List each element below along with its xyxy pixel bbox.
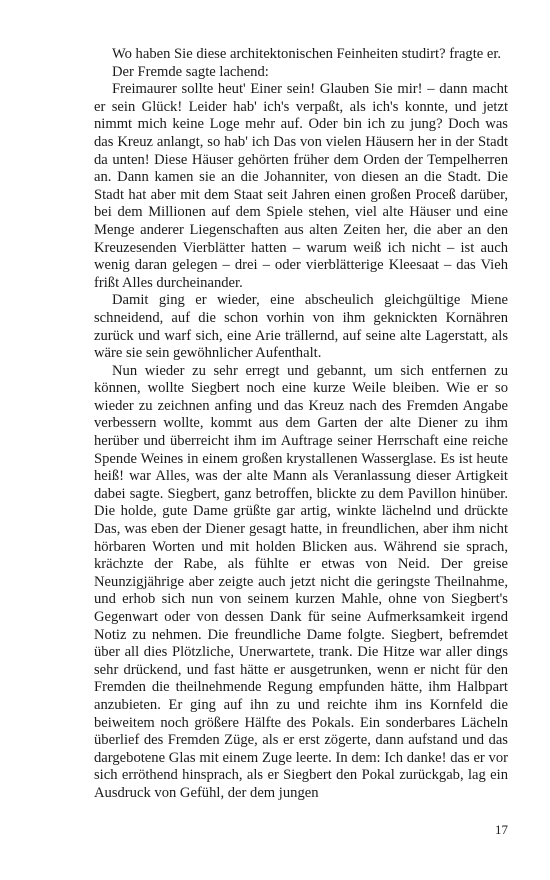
paragraph-5: Nun wieder zu sehr erregt und gebannt, um sich entfernen zu können, wollte Siegbert noch eine kurze Weile bleiben. Wie er so wieder zu zeichnen anfing und das Kreuz nach des Fremden Angabe verbessern wollte, kommt aus dem Garten der alte Diener zu ihm herüber und überreicht ihm im Auftrage seiner Herrschaft eine reiche Spende Weines in einem großen krystallenen Wasserglase. Es ist heute heiß! war Alles, was der alte Mann als Veranlassung dieser Artigkeit dabei sagte. Siegbert, ganz betroffen, blickte zu dem Pavillon hinüber. Die holde, gute Dame grüßte gar artig, winkte lächelnd und drückte Das, was eben der Diener gesagt hatte, in freundlichen, aber ihm nicht hörbaren Worten und mit holden Blicken aus. Während sie sprach, krächzte der Rabe, als fühlte er etwas von Neid. Der greise Neunzigjährige aber zeigte auch jetzt nicht die geringste Theilnahme, und erhob sich nun von seinem kurzen Mahle, ohne von Siegbert's Gegenwart oder von dessen Dank für seine Aufmerksamkeit irgend Notiz zu nehmen. Die freundliche Dame folgte. Siegbert, befremdet über all dies Plötzliche, Unerwartete, trank. Die Hitze war aller dings sehr drückend, und fast hätte er ausgetrunken, wenn er nicht für den Fremden die theilnehmende Regung empfunden hätte, ihm Halbpart anzubieten. Er ging auf ihn zu und reichte ihm ins Kornfeld die beiweitem noch größere Hälfte des Pokals. Ein sonderbares Lächeln überlief des Fremden Züge, als er erst zögerte, dann aufstand und das dargebotene Glas mit einem Zuge leerte. In dem: Ich danke! das er vor sich erröthend hinsprach, als er Siegbert den Pokal zurückgab, lag ein Ausdruck von Gefühl, der dem jungen bbox=[94, 362, 508, 801]
page-number: 17 bbox=[495, 822, 508, 837]
paragraph-1: Wo haben Sie diese architektonischen Feinheiten studirt? fragte er. bbox=[112, 46, 502, 62]
paragraph-2: Der Fremde sagte lachend: bbox=[112, 63, 269, 80]
paragraph-3: Freimaurer sollte heut' Einer sein! Glauben Sie mir! – dann macht er sein Glück! Leider hab' ich's verpaßt, als ich's konnte, und jetzt nimmt mich keine Loge mehr auf. Oder bin ich zu jung? Doch was das Kreuz anlangt, so hab' ich Das von vielen Häusern her in der Stadt da unten! Diese Häuser gehörten früher dem Orden der Tempelherren an. Dann kamen sie an die Johanniter, von diesen an die Stadt. Die Stadt hat aber mit dem Staat seit Jahren einen großen Proceß darüber, bei dem Millionen auf dem Spiele stehen, viel alte Häuser und eine Menge anderer Liegenschaften aus alten Zeiten her, die aber an den Kreuzesenden Vierblätter hatten – warum weiß ich nicht – ist auch wenig daran gelegen – drei – oder vierblätterige Kleesaat – das Vieh frißt Alles durcheinander. bbox=[94, 81, 508, 291]
page-text-block bbox=[94, 46, 508, 803]
paragraph-4: Damit ging er wieder, eine abscheulich gleichgültige Miene schneidend, auf die schon vorhin von ihm geknickten Kornähren zurück und warf sich, eine Arie trällernd, auf seine alte Lagerstatt, als wäre sie sein gewöhnlicher Aufenthalt. bbox=[94, 292, 508, 362]
